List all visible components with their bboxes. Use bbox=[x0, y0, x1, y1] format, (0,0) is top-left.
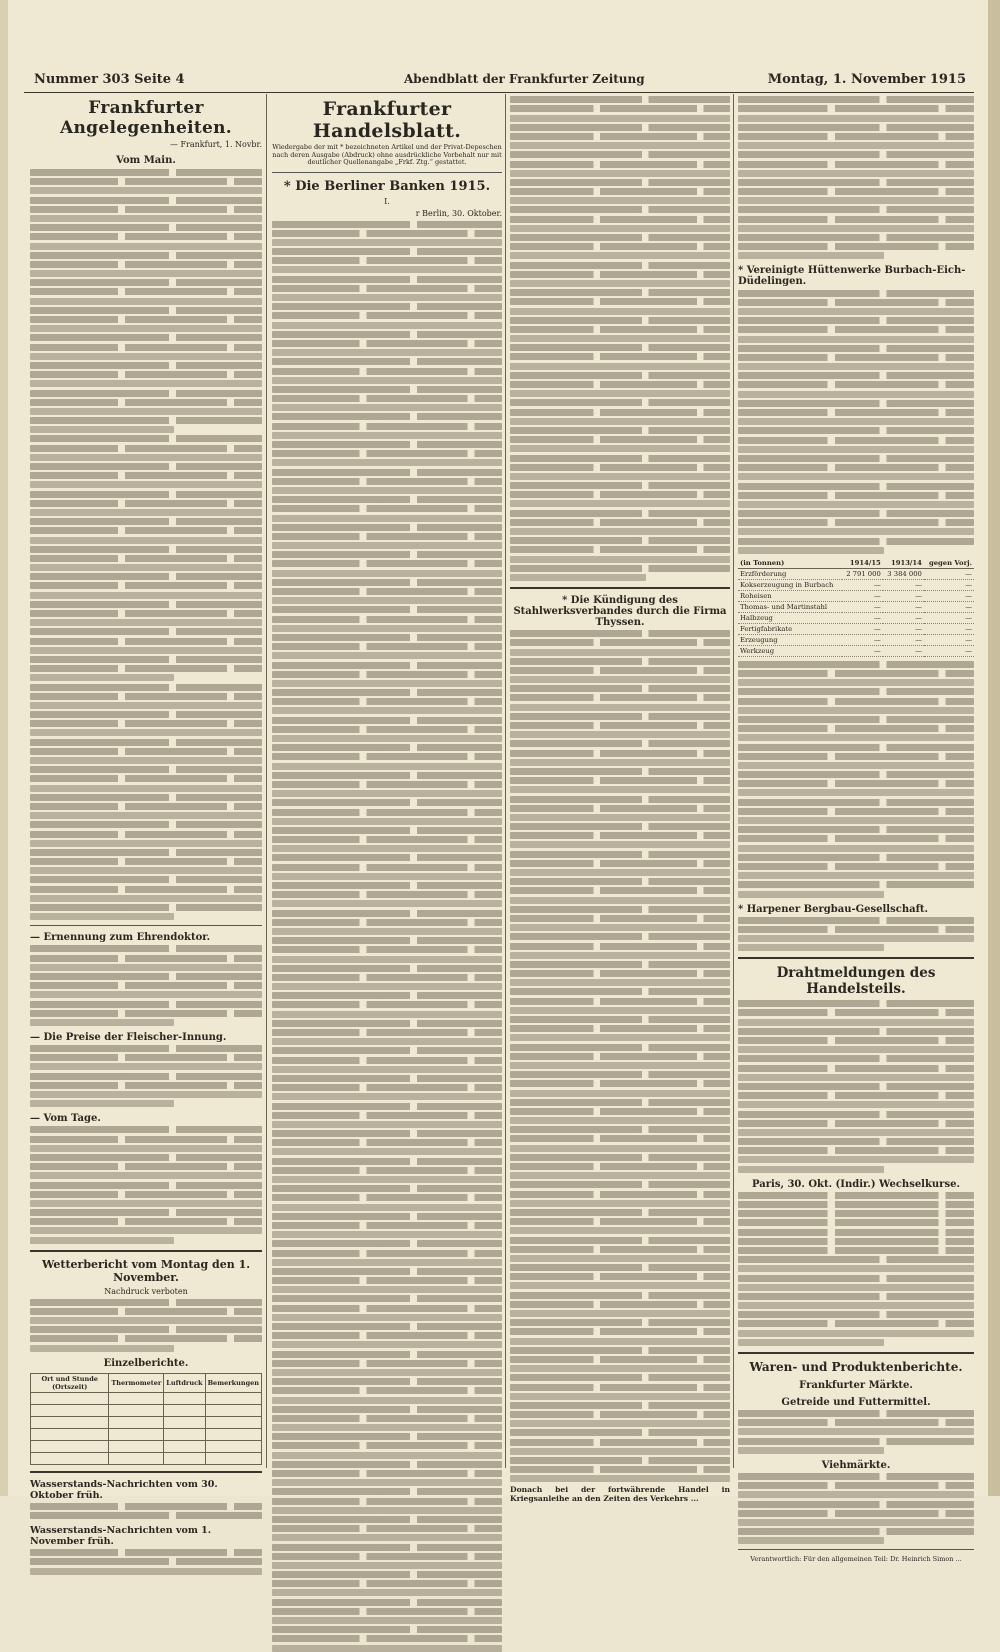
table-row: Kokserzeugung in Burbach — — — bbox=[740, 580, 972, 589]
page-edge-right bbox=[988, 0, 1000, 1496]
news-item-heading: — Ernennung zum Ehrendoktor. bbox=[30, 932, 211, 944]
newspaper-title: Abendblatt der Frankfurter Zeitung bbox=[404, 72, 645, 86]
dateline: r Berlin, 30. Oktober. bbox=[415, 208, 502, 218]
weather-table: Ort und Stunde (Ortszeit) Thermometer Luftdruck Bemerkungen bbox=[30, 1373, 262, 1465]
column-frankfurt-local bbox=[30, 94, 262, 1547]
section-title: Frankfurter Handelsblatt. bbox=[312, 98, 462, 142]
article-title: * Die Kündigung des Stahlwerksverbandes durch die Firma Thyssen. bbox=[513, 594, 727, 628]
water-levels-title: Wasserstands-Nachrichten vom 30. Oktober früh. bbox=[30, 1478, 218, 1501]
table-row: Roheisen — — — bbox=[740, 591, 972, 600]
article-body bbox=[30, 169, 262, 920]
weather-report-title: Wetterbericht vom Montag den 1. November. bbox=[41, 1257, 251, 1284]
table-row: Werkzeug — — — bbox=[740, 646, 972, 655]
table-row: Erzförderung 2 791 000 3 384 000 — bbox=[740, 569, 972, 578]
column-handelsblatt bbox=[272, 94, 502, 1468]
table-row: Halbzeug — — — bbox=[740, 613, 972, 622]
market-subtitle: Viehmärkte. bbox=[821, 1459, 891, 1471]
weather-report-note: Nachdruck verboten bbox=[104, 1286, 188, 1296]
market-subtitle: Frankfurter Märkte. bbox=[799, 1379, 913, 1391]
article-body bbox=[510, 96, 730, 581]
article-body bbox=[510, 630, 730, 1482]
article-body bbox=[272, 221, 502, 1652]
column-market-reports bbox=[738, 94, 974, 1564]
company-report-heading: * Harpener Bergbau-Gesellschaft. bbox=[738, 903, 928, 915]
imprint: Verantwortlich: Für den allgemeinen Teil: Dr. Heinrich Simon ... bbox=[750, 1555, 962, 1564]
news-item-heading: — Die Preise der Fleischer-Innung. bbox=[30, 1031, 227, 1043]
page-header bbox=[24, 70, 974, 93]
table-row: Thomas- und Martinstahl — — — bbox=[740, 602, 972, 611]
exchange-rates-heading: Paris, 30. Okt. (Indir.) Wechselkurse. bbox=[752, 1178, 960, 1190]
table-row: Fertigfabrikate — — — bbox=[740, 624, 972, 633]
issue-number: Nummer 303 Seite 4 bbox=[34, 72, 185, 87]
column-rule bbox=[266, 94, 267, 1468]
column-rule bbox=[733, 94, 734, 1468]
article-body bbox=[738, 96, 974, 259]
water-levels-title: Wasserstands-Nachrichten vom 1. November früh. bbox=[30, 1524, 212, 1547]
table-row: Erzeugung — — — bbox=[740, 635, 972, 644]
section-title: Frankfurter Angelegenheiten. bbox=[60, 98, 232, 138]
market-section-title: Waren- und Produktenberichte. bbox=[749, 1359, 963, 1374]
production-table: (in Tonnen) 1914/15 1913/14 gegen Vorj. Erzförderung 2 791 000 3 384 000 — Kokserzeugung in Burbach — — — Roheisen — — — Thomas- und Martinstahl — — — Halbzeug — — — Fertigfabrikate — — — Erzeugung — — — Werkzeug — — — bbox=[740, 558, 972, 655]
page-edge-left bbox=[0, 0, 8, 1496]
column-rule bbox=[505, 94, 506, 1468]
section-heading: Vom Main. bbox=[116, 155, 176, 166]
company-report-heading: * Vereinigte Hüttenwerke Burbach-Eich-Düdelingen. bbox=[738, 265, 966, 288]
dateline: — Frankfurt, 1. Novbr. bbox=[169, 140, 262, 149]
market-subtitle: Getreide und Futtermittel. bbox=[781, 1396, 931, 1408]
reprint-notice: Wiedergabe der mit * bezeichneten Artikel und der Privat-Depeschen nach deren Ausgabe (Abdruck) ohne ausdrückliche Vorbehalt nur mit deutlicher Quellenangabe „Frkf. Ztg.“ gestattet. bbox=[272, 143, 502, 166]
article-title: * Die Berliner Banken 1915. bbox=[283, 178, 491, 194]
telegraph-section-title: Drahtmeldungen des Handelsteils. bbox=[776, 965, 936, 998]
article-number: I. bbox=[384, 196, 390, 206]
weather-table-title: Einzelberichte. bbox=[103, 1357, 189, 1369]
column-article-continued bbox=[510, 94, 730, 1503]
article-footer-line: Donach bei der fortwährende Handel in Kriegsanleihe an den Zeiten des Verkehrs ... bbox=[510, 1484, 730, 1503]
news-item-heading: — Vom Tage. bbox=[30, 1113, 101, 1125]
issue-date: Montag, 1. November 1915 bbox=[767, 72, 966, 87]
